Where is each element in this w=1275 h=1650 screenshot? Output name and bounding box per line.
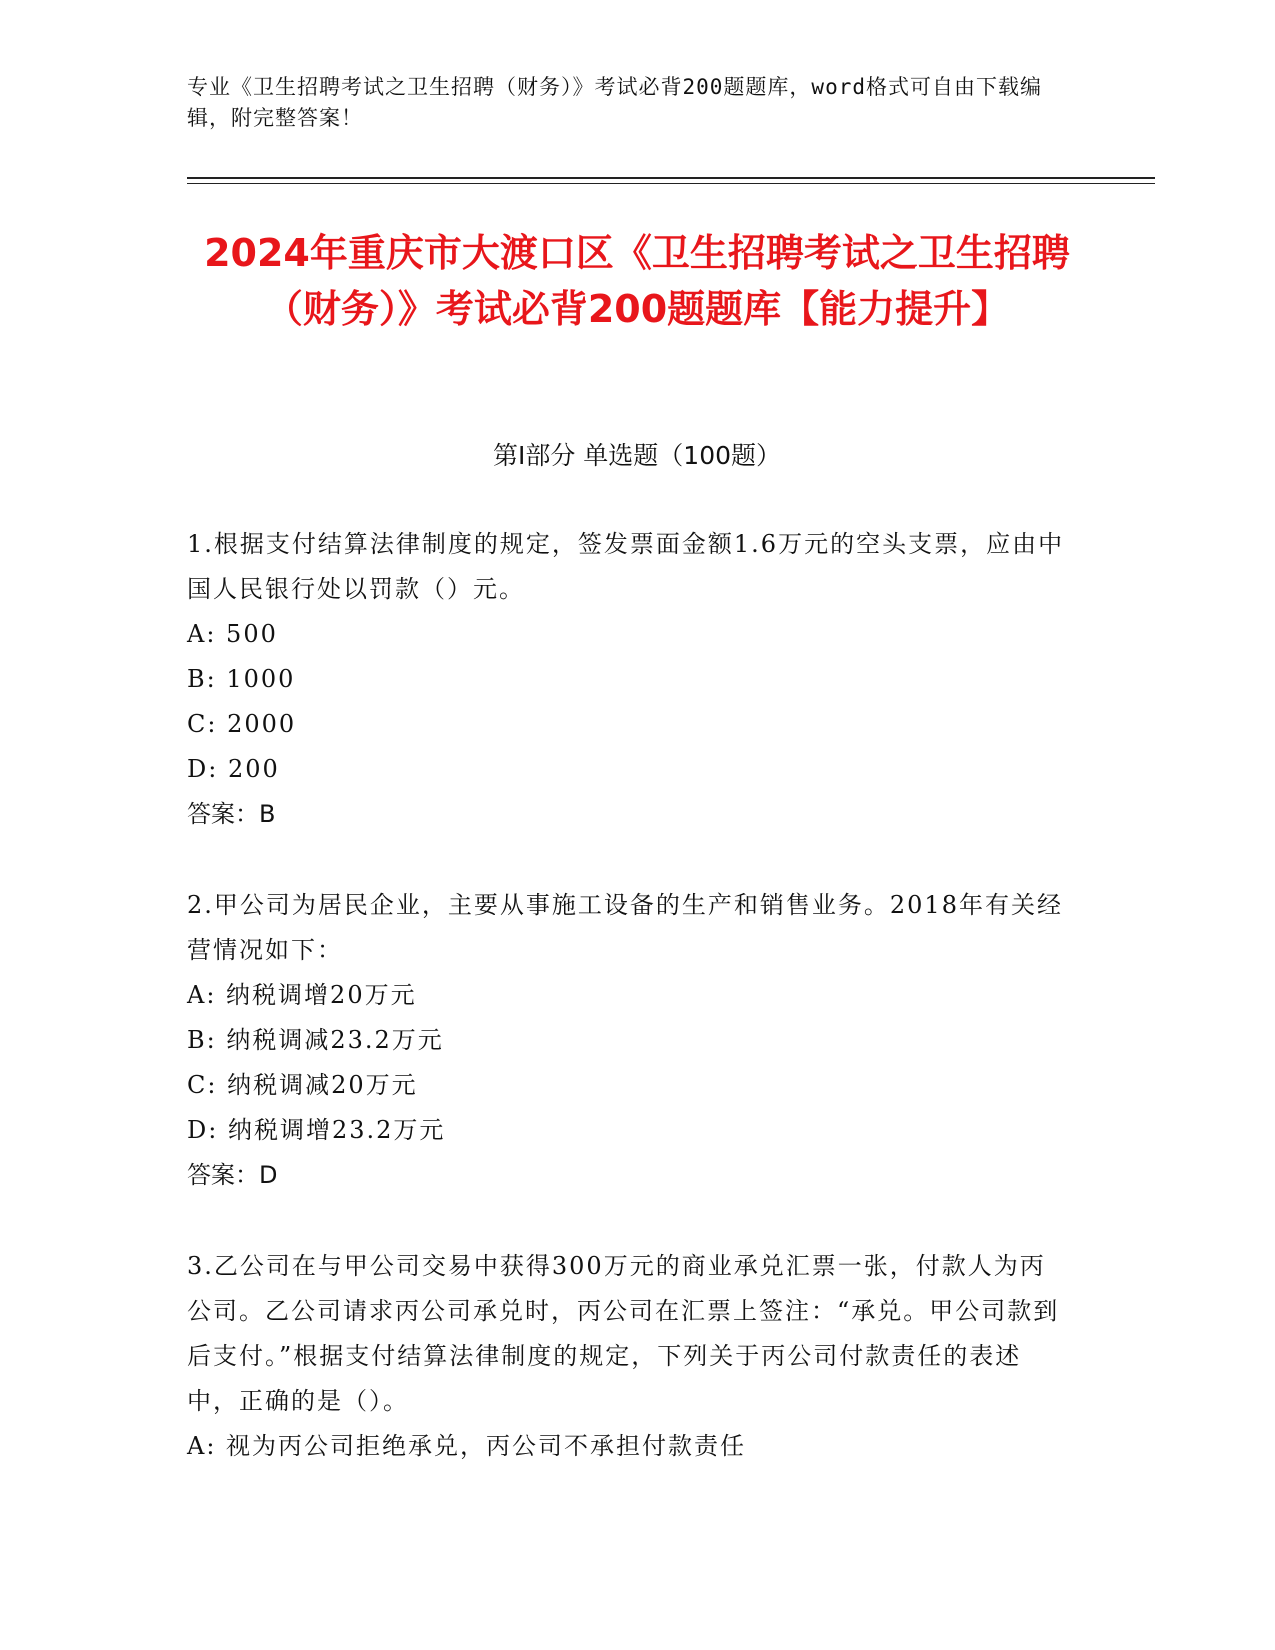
option-c: C: 纳税调减20万元	[187, 1071, 418, 1099]
document-title: 2024年重庆市大渡口区《卫生招聘考试之卫生招聘（财务）》考试必背200题题库【能力提升】	[204, 231, 1070, 331]
option-a: A: 视为丙公司拒绝承兑，丙公司不承担付款责任	[187, 1432, 747, 1460]
header-divider-thin	[187, 183, 1155, 184]
question-2	[187, 883, 1067, 1198]
option-c: C: 2000	[187, 710, 297, 738]
question-stem: 3.乙公司在与甲公司交易中获得300万元的商业承兑汇票一张，付款人为丙公司。乙公司请求丙公司承兑时，丙公司在汇票上签注：“承兑。甲公司款到后支付。”根据支付结算法律制度的规定，下列关于丙公司付款责任的表述中，正确的是（）。	[187, 1252, 1060, 1415]
option-a: A: 500	[187, 620, 278, 648]
header-divider	[187, 177, 1155, 179]
question-stem: 1.根据支付结算法律制度的规定，签发票面金额1.6万元的空头支票，应由中国人民银行处以罚款（）元。	[187, 530, 1065, 603]
question-1	[187, 522, 1067, 837]
option-b: B: 纳税调减23.2万元	[187, 1026, 444, 1054]
option-b: B: 1000	[187, 665, 296, 693]
option-d: D: 纳税调增23.2万元	[187, 1116, 446, 1144]
answer: 答案：D	[187, 1161, 278, 1189]
section-heading: 第I部分 单选题（100题）	[492, 441, 782, 470]
question-stem: 2.甲公司为居民企业，主要从事施工设备的生产和销售业务。2018年有关经营情况如下：	[187, 891, 1063, 964]
header-note: 专业《卫生招聘考试之卫生招聘（财务）》考试必背200题题库，word格式可自由下载编辑，附完整答案！	[187, 75, 1042, 130]
answer: 答案：B	[187, 800, 276, 828]
option-d: D: 200	[187, 755, 280, 783]
option-a: A: 纳税调增20万元	[187, 981, 417, 1009]
question-3	[187, 1244, 1067, 1469]
